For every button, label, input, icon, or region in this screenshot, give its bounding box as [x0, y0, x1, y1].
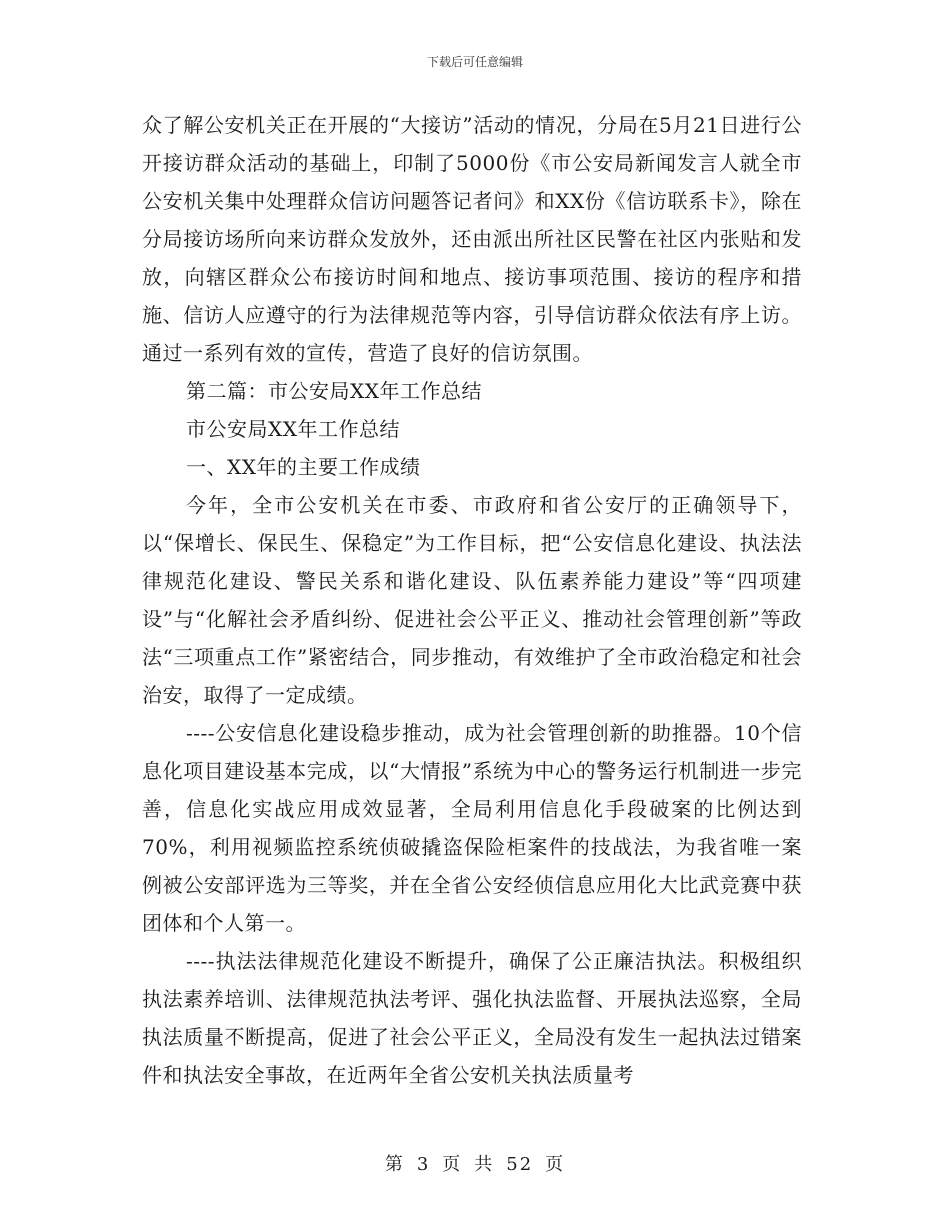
page-number-footer	[0, 1150, 950, 1176]
footer-total-label: 共	[474, 1154, 495, 1175]
heading-main-achievements: 一、XX年的主要工作成绩	[186, 455, 421, 479]
current-page-number: 3	[416, 1154, 431, 1175]
footer-suffix: 页	[545, 1154, 566, 1175]
footer-page-word: 页	[442, 1154, 463, 1175]
paragraph-law-enforcement: ----执法法律规范化建设不断提升，确保了公正廉洁执法。积极组织执法素养培训、法律规范执法考评、强化执法监督、开展执法巡察，全局执法质量不断提高，促进了社会公平正义，全局没有发生一起执法过错案件和执法安全事故，在近两年全省公安机关执法质量考	[142, 949, 802, 1087]
paragraph-intro: 今年，全市公安机关在市委、市政府和省公安厅的正确领导下，以“保增长、保民生、保稳定”为工作目标，把“公安信息化建设、执法法律规范化建设、警民关系和谐化建设、队伍素养能力建设”等“四项建设”与“化解社会矛盾纠纷、促进社会公平正义、推动社会管理创新”等政法“三项重点工作”紧密结合，同步推动，有效维护了全市政治稳定和社会治安，取得了一定成绩。	[142, 493, 802, 707]
document-title: 市公安局XX年工作总结	[186, 417, 400, 441]
paragraph-continued: 众了解公安机关正在开展的“大接访”活动的情况，分局在5月21日进行公开接访群众活动的基础上，印制了5000份《市公安局新闻发言人就全市公安机关集中处理群众信访问题答记者问》和XX份《信访联系卡》，除在分局接访场所向来访群众发放外，还由派出所社区民警在社区内张贴和发放，向辖区群众公布接访时间和地点、接访事项范围、接访的程序和措施、信访人应遵守的行为法律规范等内容，引导信访群众依法有序上访。通过一系列有效的宣传，营造了良好的信访氛围。	[142, 113, 802, 365]
section-title: 第二篇：市公安局XX年工作总结	[186, 379, 482, 403]
footer-prefix: 第	[384, 1154, 405, 1175]
total-page-count: 52	[506, 1154, 534, 1175]
paragraph-informatization: ----公安信息化建设稳步推动，成为社会管理创新的助推器。10个信息化项目建设基本完成，以“大情报”系统为中心的警务运行机制进一步完善，信息化实战应用成效显著，全局利用信息化手段破案的比例达到70%，利用视频监控系统侦破撬盗保险柜案件的技战法，为我省唯一案例被公安部评选为三等奖，并在全省公安经侦信息应用化大比武竞赛中获团体和个人第一。	[142, 721, 802, 935]
page-header-note: 下载后可任意编辑	[426, 55, 523, 69]
document-body	[142, 106, 802, 1094]
